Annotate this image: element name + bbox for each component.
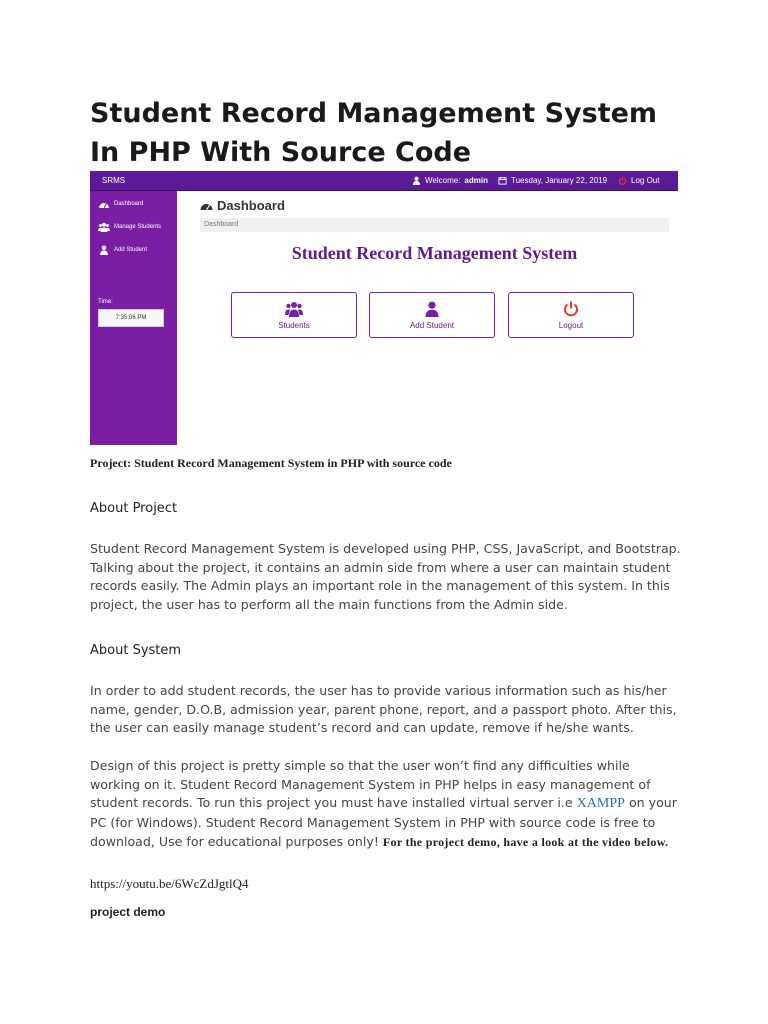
date-item bbox=[498, 176, 607, 185]
dashboard-icon bbox=[200, 200, 213, 211]
about-system-heading: About System bbox=[90, 643, 182, 658]
card-label: Students bbox=[278, 321, 310, 330]
date-text: Tuesday, January 22, 2019 bbox=[511, 176, 608, 185]
sidebar-item-label: Dashboard bbox=[114, 201, 144, 207]
logout-link[interactable] bbox=[618, 176, 659, 185]
app-brand: SRMS bbox=[102, 176, 126, 185]
embedded-app-screenshot bbox=[90, 171, 678, 445]
about-system-text: In order to add student records, the user has to provide various information such as his/her name, gender, D.O.B, admission year, parent phone, report, and a passport photo. After this, the user can easily manage student’s record and can update, remove if he/she wants. bbox=[90, 683, 677, 736]
system-title: Student Record Management System bbox=[291, 243, 578, 263]
time-label: Time: bbox=[98, 299, 113, 305]
users-icon bbox=[98, 222, 110, 232]
logout-card[interactable] bbox=[508, 292, 634, 338]
calendar-icon bbox=[498, 176, 507, 185]
power-icon bbox=[618, 176, 627, 185]
design-bold-text: For the project demo, have a look at the video below. bbox=[382, 834, 669, 849]
about-project-text: Student Record Management System is developed using PHP, CSS, JavaScript, and Bootstrap. Talking about the project, it contains an admin side from where a user can maintain student records easily. The Admin plays an important role in the management of this system. In this project, the user has to perform all the main functions from the Admin side. bbox=[90, 541, 681, 613]
app-sidebar bbox=[90, 191, 177, 445]
card-label: Logout bbox=[558, 321, 584, 330]
students-card[interactable] bbox=[231, 292, 357, 338]
about-project-heading: About Project bbox=[90, 501, 178, 516]
breadcrumb: Dashboard bbox=[200, 218, 669, 232]
article-title: Student Record Management System In PHP With Source Code bbox=[90, 98, 658, 168]
design-text-1: Design of this project is pretty simple so that the user won’t find any difficulties while working on it. Student Record Management System in PHP helps in easy management of student records. To run this project you must have installed virtual server i.e bbox=[90, 758, 651, 811]
users-icon bbox=[285, 301, 303, 317]
welcome-prefix: Welcome: bbox=[425, 176, 461, 185]
dashboard-icon bbox=[98, 199, 110, 209]
project-demo-label: project demo bbox=[90, 905, 166, 919]
design-paragraph bbox=[90, 757, 682, 852]
design-text-2: on your PC (for Windows). Student Record Management System in PHP with source code is free to download, Use for educational purposes only! bbox=[90, 795, 677, 849]
user-icon bbox=[412, 176, 421, 185]
sidebar-item-manage-students[interactable] bbox=[98, 222, 161, 232]
app-topbar bbox=[90, 171, 678, 191]
time-display: 7:35:06 PM bbox=[98, 309, 164, 327]
card-label: Add Student bbox=[409, 321, 455, 330]
dashboard-heading-text: Dashboard bbox=[217, 198, 285, 213]
welcome-item bbox=[412, 176, 488, 185]
power-icon bbox=[562, 301, 580, 317]
image-caption: Project: Student Record Management System in PHP with source code bbox=[90, 456, 452, 470]
sidebar-item-dashboard[interactable] bbox=[98, 199, 143, 209]
logout-label: Log Out bbox=[631, 176, 660, 185]
user-icon bbox=[98, 245, 110, 255]
add-student-card[interactable] bbox=[369, 292, 495, 338]
user-icon bbox=[423, 301, 441, 317]
dashboard-heading bbox=[200, 198, 285, 213]
video-url[interactable]: https://youtu.be/6WcZdJgtlQ4 bbox=[90, 876, 249, 891]
sidebar-item-label: Manage Students bbox=[114, 224, 162, 230]
welcome-user: admin bbox=[464, 176, 488, 185]
sidebar-item-add-student[interactable] bbox=[98, 245, 147, 255]
sidebar-item-label: Add Student bbox=[114, 247, 148, 253]
xampp-link[interactable]: XAMPP bbox=[576, 796, 625, 812]
